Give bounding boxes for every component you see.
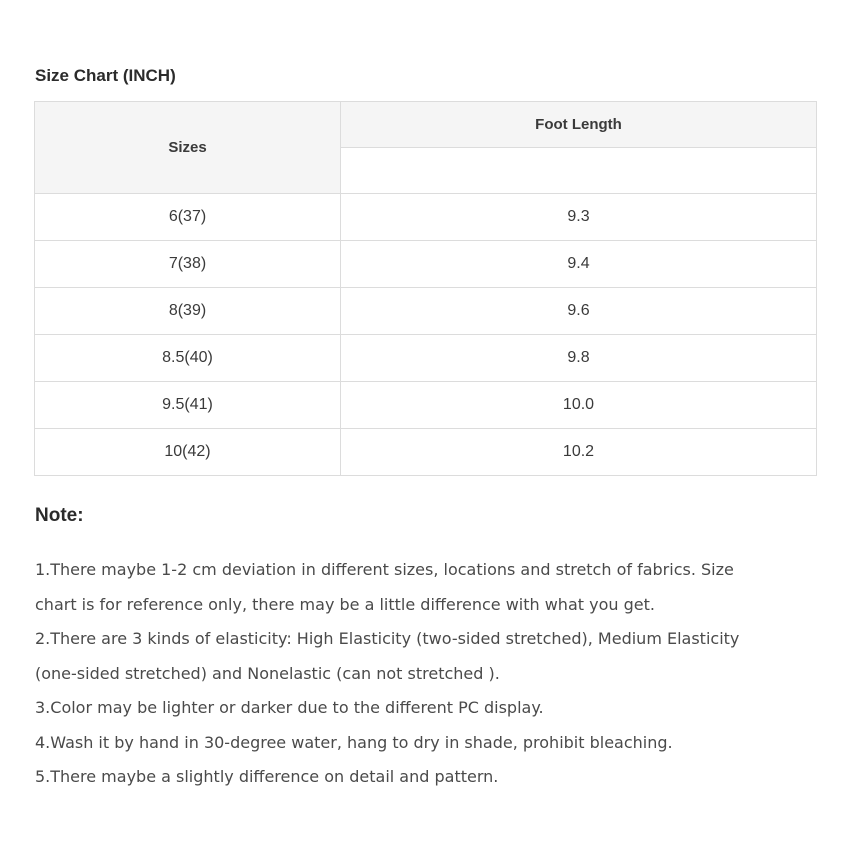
size-chart-table bbox=[34, 101, 817, 476]
foot-length-cell: 10.0 bbox=[341, 382, 817, 429]
table-row bbox=[35, 382, 817, 429]
size-cell: 9.5(41) bbox=[35, 382, 341, 429]
note-line: 2.There are 3 kinds of elasticity: High Elasticity (two-sided stretched), Medium Elasticity bbox=[35, 629, 740, 648]
table-row bbox=[35, 241, 817, 288]
foot-length-cell: 9.6 bbox=[341, 288, 817, 335]
size-cell: 7(38) bbox=[35, 241, 341, 288]
foot-length-cell: 9.3 bbox=[341, 194, 817, 241]
foot-length-cell: 10.2 bbox=[341, 429, 817, 476]
table-row bbox=[35, 335, 817, 382]
notes-list bbox=[35, 553, 815, 795]
size-cell: 10(42) bbox=[35, 429, 341, 476]
note-line: 5.There maybe a slightly difference on detail and pattern. bbox=[35, 767, 499, 786]
table-row bbox=[35, 194, 817, 241]
note-line: 1.There maybe 1-2 cm deviation in different sizes, locations and stretch of fabrics. Size bbox=[35, 560, 734, 579]
note-line: 3.Color may be lighter or darker due to the different PC display. bbox=[35, 698, 544, 717]
note-line: 4.Wash it by hand in 30-degree water, hang to dry in shade, prohibit bleaching. bbox=[35, 732, 673, 752]
table-row bbox=[35, 288, 817, 335]
header-sizes: Sizes bbox=[35, 102, 341, 194]
note-title: Note: bbox=[35, 505, 84, 526]
foot-length-cell: 9.4 bbox=[341, 241, 817, 288]
header-empty-cell bbox=[341, 148, 817, 194]
table-row bbox=[35, 429, 817, 476]
size-cell: 6(37) bbox=[35, 194, 341, 241]
header-foot-length: Foot Length bbox=[341, 102, 817, 148]
foot-length-cell: 9.8 bbox=[341, 335, 817, 382]
note-line: (one-sided stretched) and Nonelastic (can not stretched ). bbox=[35, 663, 500, 683]
note-line: chart is for reference only, there may be a little difference with what you get. bbox=[35, 594, 655, 614]
size-cell: 8.5(40) bbox=[35, 335, 341, 382]
size-cell: 8(39) bbox=[35, 288, 341, 335]
size-chart-title: Size Chart (INCH) bbox=[35, 66, 176, 85]
